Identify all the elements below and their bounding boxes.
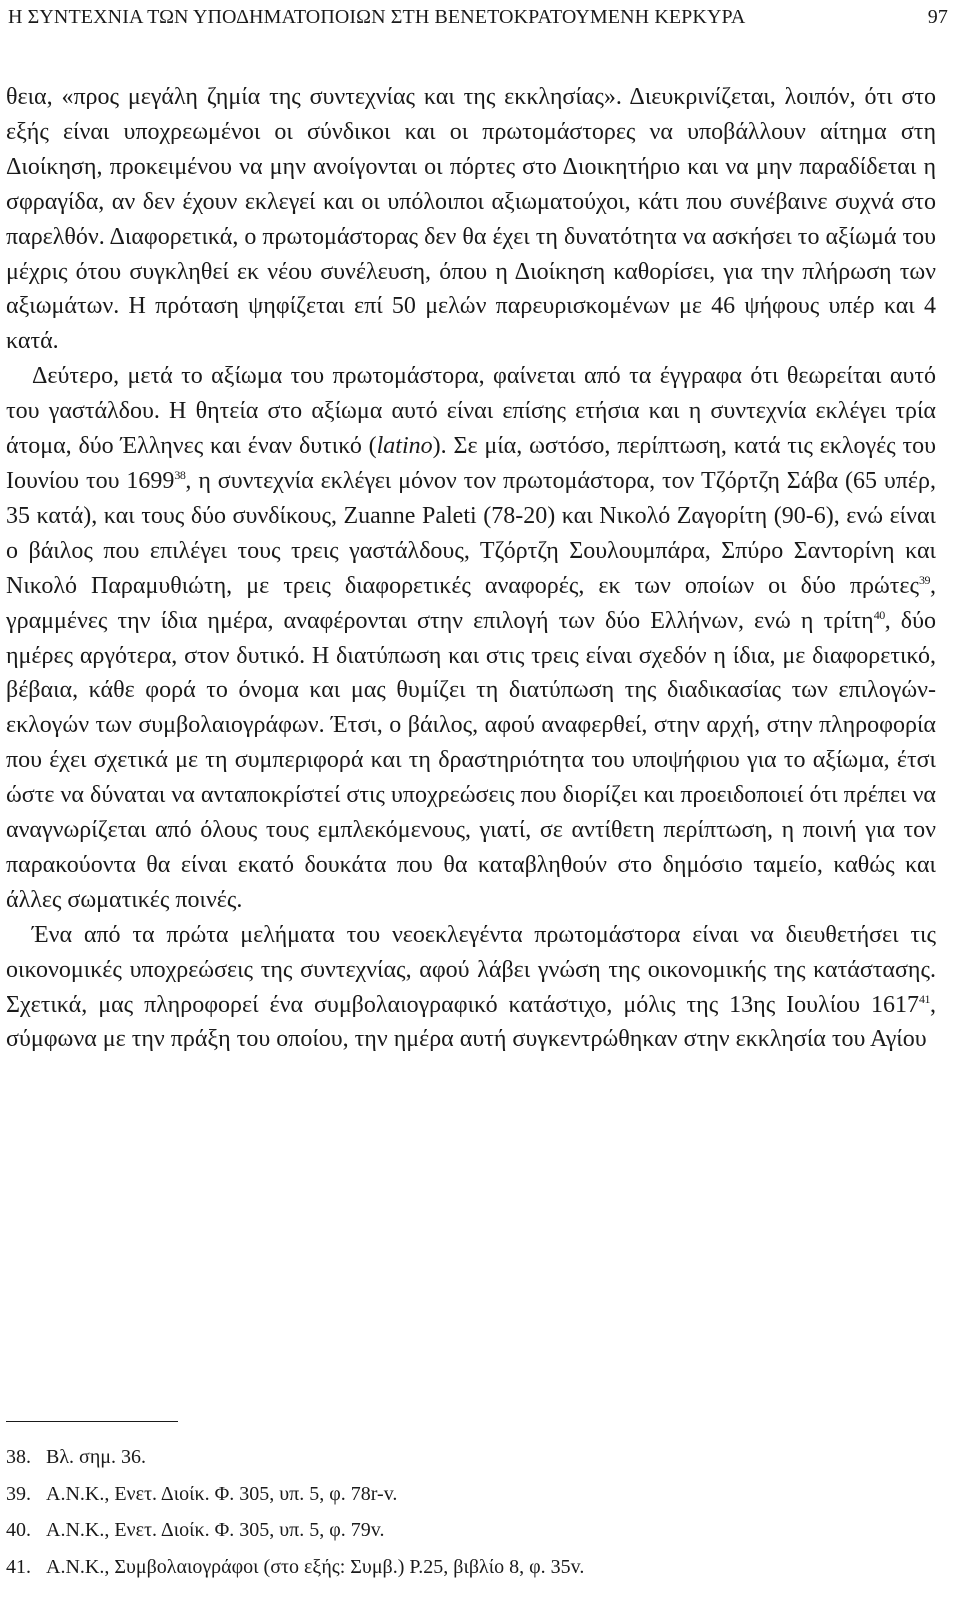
footnote-40 xyxy=(6,1512,936,1549)
footnote-ref-39[interactable]: 39 xyxy=(919,572,930,587)
footnote-text: Α.Ν.Κ., Ενετ. Διοίκ. Φ. 305, υπ. 5, φ. 79v. xyxy=(46,1519,385,1541)
footnote-ref-40[interactable]: 40 xyxy=(873,607,885,622)
footnotes xyxy=(6,1439,936,1585)
paragraph-2-text-d: , γραμμένες την ίδια ημέρα, αναφέρονται στην επιλογή των δύο Ελλήνων, ενώ η τρίτη xyxy=(6,572,936,634)
running-title: Η ΣΥΝΤΕΧΝΙΑ ΤΩΝ ΥΠΟΔΗΜΑΤΟΠΟΙΩΝ ΣΤΗ ΒΕΝΕΤΟΚΡΑΤΟΥΜΕΝΗ ΚΕΡΚΥΡΑ xyxy=(8,6,746,28)
paragraph-3-text-a: Ένα από τα πρώτα μελήματα του νεοεκλεγέντα πρωτομάστορα είναι να διευθετήσει τις οικονομικές υποχρεώσεις της συντεχνίας, αφού λάβει γνώση της οικονομικής της κατάστασης. Σχετικά, μας πληροφορεί ένα συμβολαιογραφικό κατάστιχο, μόλις της 13ης Ιουλίου 1617 xyxy=(6,921,936,1018)
paragraph-1 xyxy=(6,80,936,359)
latino-term: latino xyxy=(376,433,433,460)
paragraph-1-text: θεια, «προς μεγάλη ζημία της συντεχνίας και της εκκλησίας». Διευκρινίζεται, λοιπόν, ότι στο εξής είναι υποχρεωμένοι οι σύνδικοι και οι πρωτομάστορες να υποβάλλουν αίτημα στη Διοίκηση, προκειμένου να μην ανοίγονται οι πόρτες στο Διοικητήριο και να μην παραδίδεται η σφραγίδα, αν δεν έχουν εκλεγεί και οι υπόλοιποι αξιωματούχοι, κάτι που συνέβαινε συχνά στο παρελθόν. Διαφορετικά, ο πρωτομάστορας δεν θα έχει τη δυνατότητα να ασκήσει το αξίωμά του μέχρις ότου συγκληθεί εκ νέου συνέλευση, όπου η Διοίκηση καθορίσει, για την πλήρωση των αξιωμάτων. Η πρόταση ψηφίζεται επί 50 μελών παρευρισκομένων με 46 ψήφους υπέρ και 4 κατά. xyxy=(6,84,936,355)
paragraph-2-text-a: Δεύτερο, μετά το αξίωμα του πρωτομάστορα, φαίνεται από τα έγγραφα ότι θεωρείται αυτό του γαστάλδου. Η θητεία στο αξίωμα αυτό είναι επίσης ετήσια και η συντεχνία εκλέγει τρία άτομα, δύο Έλληνες και έναν δυτικό ( xyxy=(6,363,936,460)
footnote-number: 40. xyxy=(6,1519,31,1541)
paragraph-2-text-c: , η συντεχνία εκλέγει μόνον τον πρωτομάστορα, τον Τζόρτζη Σάβα (65 υπέρ, 35 κατά), και τους δύο συνδίκους, Zuanne Paleti (78-20) και Νικολό Ζαγορίτη (90-6), ενώ είναι ο βάιλος που επιλέγει τους τρεις γαστάλδους, Τζόρτζη Σουλουμπάρα, Σπύρο Σαντορίνη και Νικολό Παραμυθιώτη, με τρεις διαφορετικές αναφορές, εκ των οποίων οι δύο πρώτες xyxy=(6,467,936,599)
footnote-38 xyxy=(6,1439,936,1476)
footnote-divider xyxy=(6,1421,178,1422)
footnote-number: 38. xyxy=(6,1446,31,1468)
page-number: 97 xyxy=(927,6,948,28)
paragraph-2-text-e: , δύο ημέρες αργότερα, στον δυτικό. Η διατύπωση και στις τρεις είναι σχεδόν η ίδια, με διαφορετικό, βέβαια, κάθε φορά το όνομα και μας θυμίζει τη διατύπωση της διαδικασίας των επιλογών-εκλογών των συμβολαιογράφων. Έτσι, ο βάιλος, αφού αναφερθεί, στην αρχή, στην πληροφορία που έχει σχετικά με τη συμπεριφορά και τη δραστηριότητα του υποψήφιου για το αξίωμα, έτσι ώστε να δύναται να ανταποκρίστεί στις υποχρεώσεις που διορίζει και προειδοποιεί ότι πρέπει να αναγνωρίζεται από όλους τους εμπλεκόμενους, γιατί, σε αντίθετη περίπτωση, η ποινή για τον παρακούοντα θα είναι εκατό δουκάτα που θα καταβληθούν στο δημόσιο ταμείο, καθώς και άλλες σωματικές ποινές. xyxy=(6,607,936,913)
footnote-41 xyxy=(6,1549,936,1586)
footnote-39 xyxy=(6,1476,936,1513)
footnote-ref-41[interactable]: 41 xyxy=(919,991,930,1006)
footnote-text: Α.Ν.Κ., Συμβολαιογράφοι (στο εξής: Συμβ.) Ρ.25, βιβλίο 8, φ. 35v. xyxy=(46,1555,585,1578)
paragraph-2-text-b: ). Σε μία, ωστόσο, περίπτωση, κατά τις εκλογές του Ιουνίου του 1699 xyxy=(6,433,937,494)
footnote-text: Βλ. σημ. 36. xyxy=(46,1446,146,1468)
footnote-number: 39. xyxy=(6,1482,31,1505)
running-header xyxy=(8,6,948,36)
footnote-ref-38[interactable]: 38 xyxy=(174,467,186,482)
paragraph-3 xyxy=(6,918,936,1058)
main-text xyxy=(6,80,936,1057)
footnote-text: Α.Ν.Κ., Ενετ. Διοίκ. Φ. 305, υπ. 5, φ. 78r-v. xyxy=(46,1482,398,1505)
paragraph-3-text-b: , σύμφωνα με την πράξη του οποίου, την ημέρα αυτή συγκεντρώθηκαν στην εκκλησία του Αγίου xyxy=(6,991,936,1053)
paragraph-2 xyxy=(6,359,936,918)
footnote-number: 41. xyxy=(6,1555,31,1578)
